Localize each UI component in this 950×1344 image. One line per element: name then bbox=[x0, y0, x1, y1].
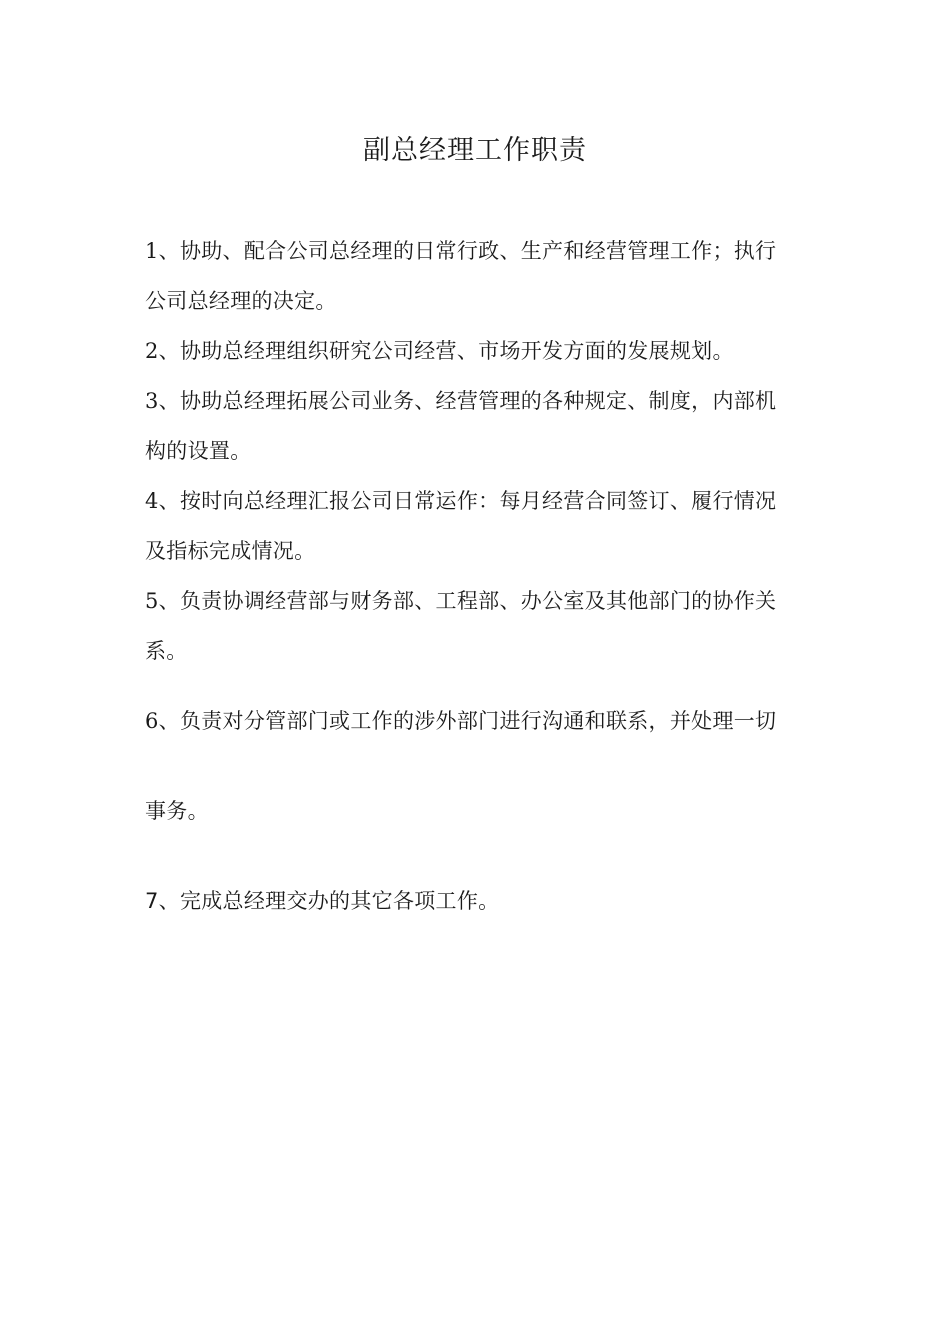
duty-3-line-2: 构的设置。 bbox=[145, 439, 252, 463]
duty-6-line-1: 6、负责对分管部门或工作的涉外部门进行沟通和联系，并处理一切 bbox=[145, 709, 777, 733]
duty-5-line-1: 5、负责协调经营部与财务部、工程部、办公室及其他部门的协作关 bbox=[145, 589, 777, 613]
duty-6-line-2: 事务。 bbox=[145, 799, 209, 823]
duty-7-line-1: 7、完成总经理交办的其它各项工作。 bbox=[145, 889, 500, 913]
duty-4-line-2: 及指标完成情况。 bbox=[145, 539, 316, 563]
duty-5-line-2: 系。 bbox=[145, 639, 188, 663]
document-title: 副总经理工作职责 bbox=[363, 135, 587, 166]
duty-4-line-1: 4、按时向总经理汇报公司日常运作：每月经营合同签订、履行情况 bbox=[145, 489, 777, 513]
duty-3-line-1: 3、协助总经理拓展公司业务、经营管理的各种规定、制度，内部机 bbox=[145, 389, 777, 413]
duty-2-line-1: 2、协助总经理组织研究公司经营、市场开发方面的发展规划。 bbox=[145, 339, 734, 363]
duty-1-line-1: 1、协助、配合公司总经理的日常行政、生产和经营管理工作；执行 bbox=[145, 239, 777, 263]
duty-1-line-2: 公司总经理的决定。 bbox=[145, 289, 337, 313]
